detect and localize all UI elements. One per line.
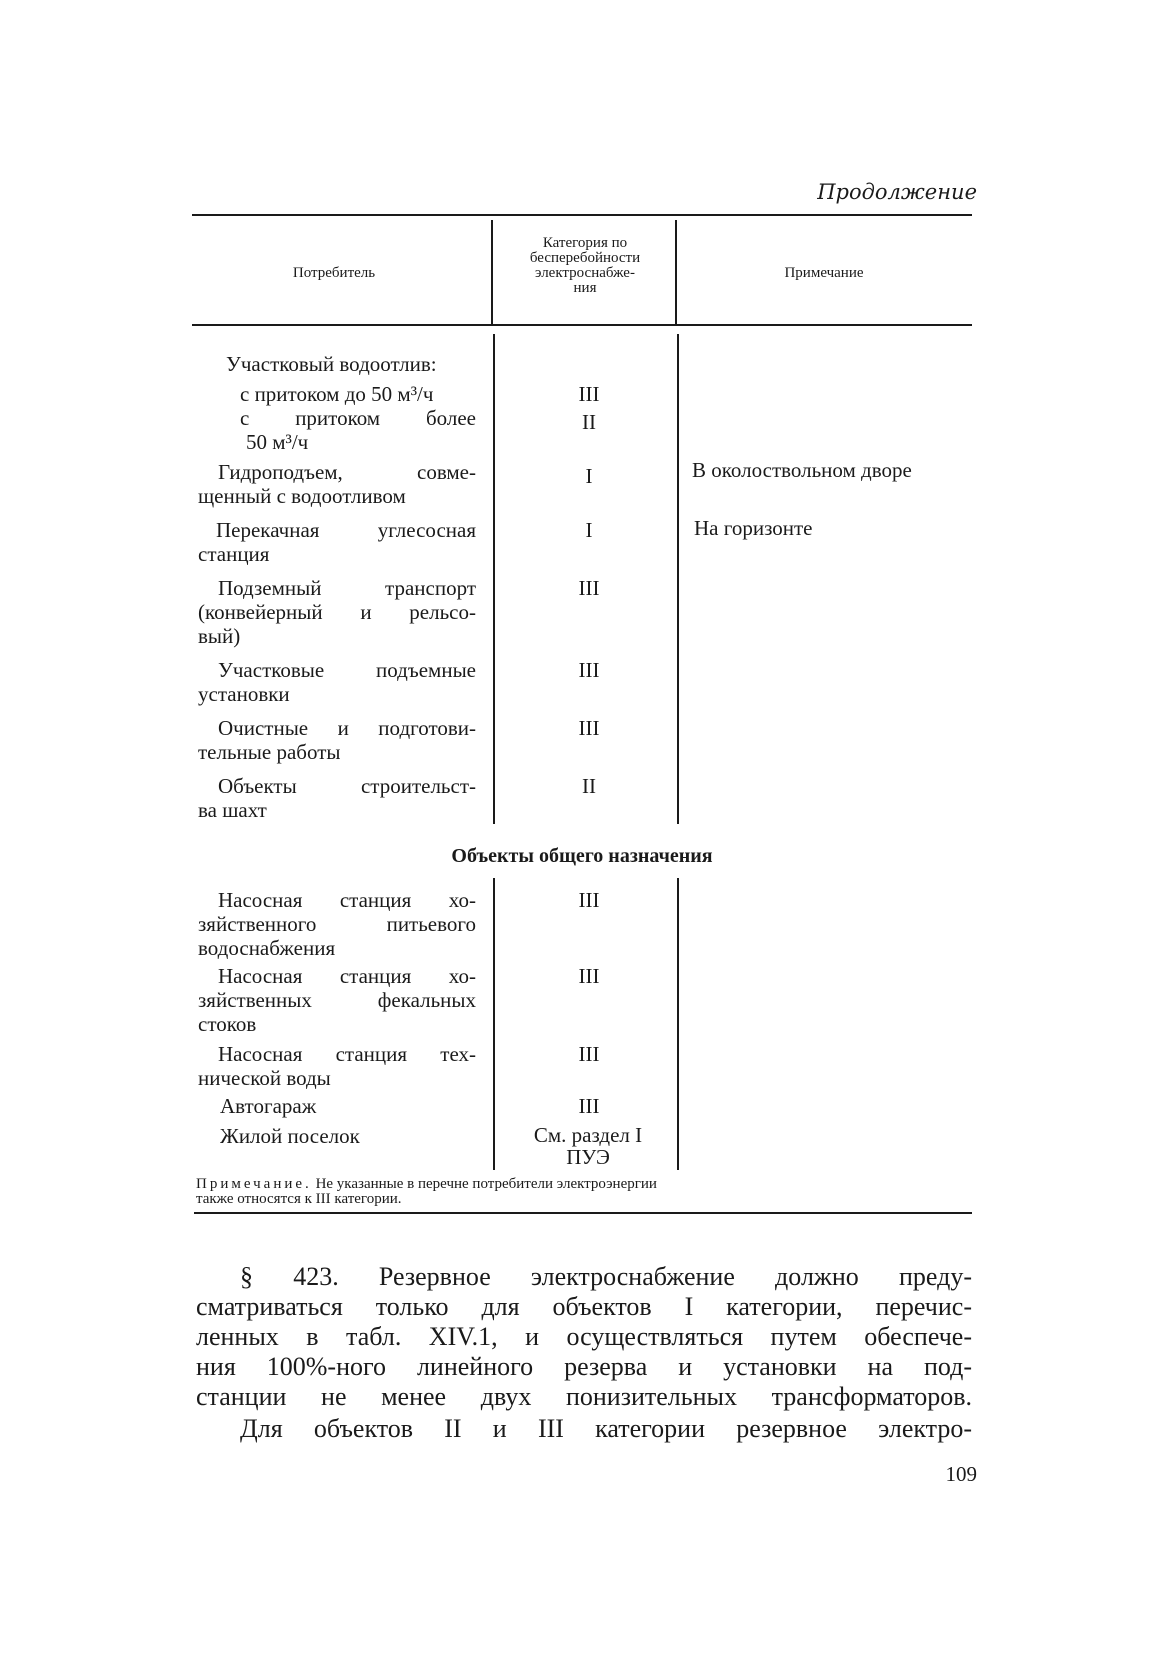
cat-sewage-pump: III <box>578 964 600 988</box>
cat-sub2: II <box>582 410 596 434</box>
row-sewage-pump: Насосная станция хо- зяйственных фекальных стоков <box>198 964 476 1036</box>
header-bottom-rule <box>192 324 972 326</box>
note-pumping-station: На горизонте <box>694 516 813 540</box>
table-footnote <box>196 1177 972 1207</box>
paragraph-continued: Для объектов II и III категории резервное электро- <box>240 1414 972 1443</box>
cat-residential-settlement: См. раздел I ПУЭ <box>533 1123 643 1169</box>
note-hydrolift: В околоствольном дворе <box>692 458 912 482</box>
row-sub1: с притоком до 50 м³/ч <box>240 382 434 406</box>
header-divider-1 <box>491 220 493 324</box>
cat-garage: III <box>578 1094 600 1118</box>
cat-pumping-station: I <box>585 518 593 542</box>
body-divider-1 <box>493 334 495 824</box>
cat-sub1: III <box>578 382 600 406</box>
footnote-text-2: также относятся к III категории. <box>196 1191 402 1207</box>
row-drinking-water-pump: Насосная станция хо- зяйственного питьевого водоснабжения <box>198 888 476 960</box>
footnote-text: Не указанные в перечне потребители электроэнергии <box>315 1176 657 1192</box>
body-divider-2 <box>677 334 679 824</box>
row-residential-settlement: Жилой поселок <box>220 1124 360 1148</box>
row-technical-water-pump: Насосная станция тех- нической воды <box>198 1042 476 1090</box>
paragraph-423: § 423. Резервное электроснабжение должно преду- сматриваться только для объектов I категории, перечис- ленных в табл. XIV.1, и осуществляться путем обеспече- ния 100%-ного линейного резерва и установки на под- станции не менее двух понизительных трансформаторов. <box>196 1262 972 1411</box>
row-sub2: с притоком более 50 м³/ч <box>240 406 476 454</box>
cat-underground-transport: III <box>578 576 600 600</box>
footnote-label: Примечание. <box>196 1176 312 1192</box>
row-underground-transport: Подземный транспорт (конвейерный и рельсо- вый) <box>198 576 476 648</box>
header-category: Категория по бесперебойности электроснабже- ния <box>529 235 641 296</box>
cat-hydrolift: I <box>585 464 593 488</box>
row-intro: Участковый водоотлив: <box>226 352 437 376</box>
header-divider-2 <box>675 220 677 324</box>
cat-construction-objects: II <box>582 774 596 798</box>
table-top-rule <box>192 214 972 216</box>
body2-divider-1 <box>493 878 495 1170</box>
table-bottom-rule <box>194 1212 972 1214</box>
cat-drinking-water-pump: III <box>578 888 600 912</box>
row-hydrolift: Гидроподъем, совме- щенный с водоотливом <box>198 460 476 508</box>
header-note: Примечание <box>784 265 864 281</box>
row-hoist-installations: Участковые подъемные установки <box>198 658 476 706</box>
row-construction-objects: Объекты строительст- ва шахт <box>198 774 476 822</box>
header-consumer: Потребитель <box>292 265 376 281</box>
row-treatment-works: Очистные и подготови- тельные работы <box>198 716 476 764</box>
row-pumping-station: Перекачная углесосная станция <box>198 518 476 566</box>
page-number: 109 <box>945 1462 977 1486</box>
row-garage: Автогараж <box>220 1094 317 1118</box>
cat-hoist-installations: III <box>578 658 600 682</box>
section-title: Объекты общего назначения <box>451 845 713 867</box>
cat-treatment-works: III <box>578 716 600 740</box>
continuation-label: Продолжение <box>817 180 977 204</box>
cat-technical-water-pump: III <box>578 1042 600 1066</box>
